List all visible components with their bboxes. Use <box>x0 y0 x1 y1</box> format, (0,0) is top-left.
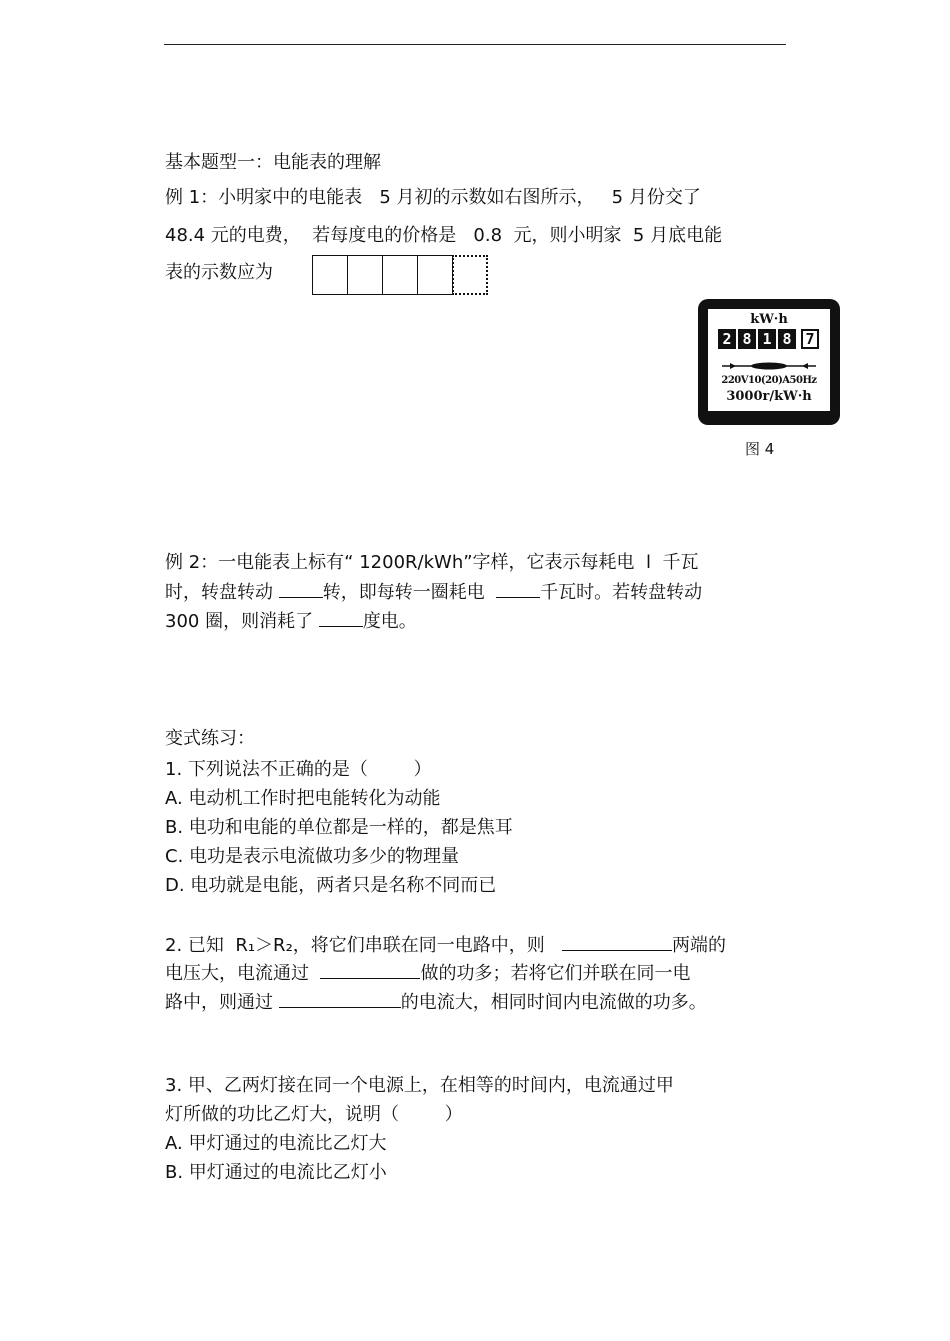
blank-rotations[interactable] <box>279 580 323 598</box>
meter-digit: 8 <box>778 329 796 349</box>
example2-text: 转，即每转一圈耗电 <box>322 582 497 603</box>
header-rule <box>164 44 786 45</box>
example1-line3: 表的示数应为 <box>165 262 273 283</box>
q1-option-b: B. 电功和电能的单位都是一样的，都是焦耳 <box>165 817 513 838</box>
example1-line1: 例 1：小明家中的电能表 5 月初的示数如右图所示， 5 月份交了 <box>165 187 701 208</box>
blank-kwh-per-rev[interactable] <box>496 580 540 598</box>
meter-unit: kW·h <box>750 312 788 327</box>
q2-line3 <box>165 990 707 1014</box>
practice-title: 变式练习： <box>165 728 255 749</box>
q3-option-b: B. 甲灯通过的电流比乙灯小 <box>165 1162 387 1183</box>
answer-box-decimal[interactable] <box>452 255 488 295</box>
q3-option-a: A. 甲灯通过的电流比乙灯大 <box>165 1133 387 1154</box>
example2-text: 千瓦时。若转盘转动 <box>540 582 703 603</box>
q1-option-a: A. 电动机工作时把电能转化为动能 <box>165 788 441 809</box>
meter-digit: 2 <box>718 329 736 349</box>
meter-decimal-digit: 7 <box>801 329 819 349</box>
meter-digits <box>718 329 821 349</box>
q2-text: 2. 已知 R₁＞R₂，将它们串联在同一电路中，则 <box>165 935 562 956</box>
q3-line1: 3. 甲、乙两灯接在同一个电源上，在相等的时间内，电流通过甲 <box>165 1075 674 1096</box>
meter-disk-icon <box>722 361 816 371</box>
q1-option-c: C. 电功是表示电流做功多少的物理量 <box>165 846 460 867</box>
q2-line1 <box>165 933 726 957</box>
q2-text: 路中，则通过 <box>165 992 279 1013</box>
example2-line1: 例 2：一电能表上标有“ 1200R/kWh”字样，它表示每耗电 l 千瓦 <box>165 552 699 573</box>
example2-text: 度电。 <box>362 611 417 632</box>
blank-higher-voltage[interactable] <box>562 933 672 951</box>
meter-revolutions: 3000r/kW·h <box>726 389 812 404</box>
blank-larger-current-parallel[interactable] <box>279 990 401 1008</box>
example2-line2 <box>165 580 702 604</box>
q2-text: 两端的 <box>671 935 726 956</box>
figure-caption: 图 4 <box>745 440 775 458</box>
blank-more-work-series[interactable] <box>320 961 420 979</box>
meter-digit: 1 <box>758 329 776 349</box>
answer-box-4[interactable] <box>417 255 453 295</box>
meter-digit: 8 <box>738 329 756 349</box>
answer-digit-boxes[interactable] <box>313 255 488 295</box>
q2-text: 电压大，电流通过 <box>165 963 321 984</box>
q2-text: 的电流大，相同时间内电流做的功多。 <box>400 992 707 1013</box>
section-title: 基本题型一：电能表的理解 <box>165 152 381 173</box>
meter-face <box>708 309 830 411</box>
q1-stem: 1. 下列说法不正确的是（ ） <box>165 759 432 780</box>
example2-line3 <box>165 609 417 633</box>
q2-line2 <box>165 961 690 985</box>
blank-energy-used[interactable] <box>319 609 363 627</box>
q1-option-d: D. 电功就是电能，两者只是名称不同而已 <box>165 875 497 896</box>
energy-meter-figure <box>698 299 840 425</box>
meter-spec: 220V10(20)A50Hz <box>721 375 817 386</box>
answer-box-2[interactable] <box>347 255 383 295</box>
answer-box-3[interactable] <box>382 255 418 295</box>
q3-line2: 灯所做的功比乙灯大，说明（ ） <box>165 1104 463 1125</box>
example2-text: 300 圈，则消耗了 <box>165 611 319 632</box>
example1-line2: 48.4 元的电费， 若每度电的价格是 0.8 元，则小明家 5 月底电能 <box>165 225 723 246</box>
answer-box-1[interactable] <box>312 255 348 295</box>
example2-text: 时，转盘转动 <box>165 582 279 603</box>
q2-text: 做的功多；若将它们并联在同一电 <box>420 963 691 984</box>
